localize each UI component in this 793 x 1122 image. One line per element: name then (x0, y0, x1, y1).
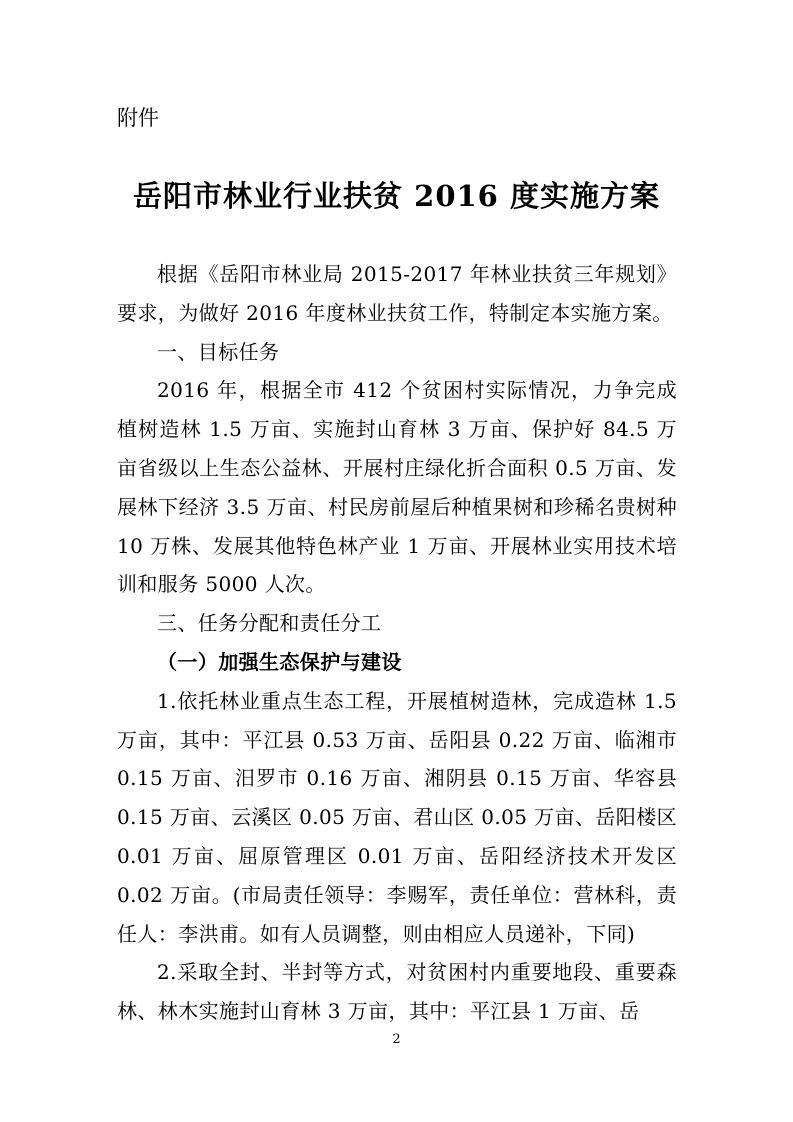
subsection-heading-ecology: （一）加强生态保护与建设 (157, 649, 402, 674)
intro-paragraph: 根据《岳阳市林业局 2015-2017 年林业扶贫三年规划》要求，为做好 2016 年度林业扶贫工作，特制定本实施方案。 (117, 262, 677, 325)
document-title: 岳阳市林业行业扶贫 2016 度实施方案 (133, 179, 660, 213)
task-item-closure: 2.采取全封、半封等方式，对贫困村内重要地段、重要森林、林木实施封山育林 3 万亩，其中：平江县 1 万亩、岳 (117, 960, 677, 1024)
section-heading-tasks: 三、任务分配和责任分工 (157, 611, 382, 636)
goals-paragraph: 2016 年，根据全市 412 个贫困村实际情况，力争完成植树造林 1.5 万亩、实施封山育林 3 万亩、保护好 84.5 万亩省级以上生态公益林、开展村庄绿化折合面积 0.5 万亩、发展林下经济 3.5 万亩、村民房前屋后种植果树和珍稀名贵树种 10 万株、发展其他特色林产业 1 万亩、开展林业实用技术培训和服务 5000 人次。 (117, 378, 677, 597)
section-heading-goals: 一、目标任务 (157, 339, 280, 364)
attachment-label: 附件 (117, 106, 159, 130)
task-item-afforestation: 1.依托林业重点生态工程，开展植树造林，完成造林 1.5 万亩，其中：平江县 0.53 万亩、岳阳县 0.22 万亩、临湘市 0.15 万亩、汨罗市 0.16 万亩、湘阴县 0.15 万亩、华容县 0.15 万亩、云溪区 0.05 万亩、君山区 0.05 万亩、岳阳楼区 0.01 万亩、屈原管理区 0.01 万亩、岳阳经济技术开发区 0.02 万亩。(市局责任领导：李赐军，责任单位：营林科，责任人：李洪甫。如有人员调整，则由相应人员递补，下同) (117, 688, 677, 946)
page-number: 2 (392, 1032, 401, 1047)
document-body (117, 255, 677, 1031)
